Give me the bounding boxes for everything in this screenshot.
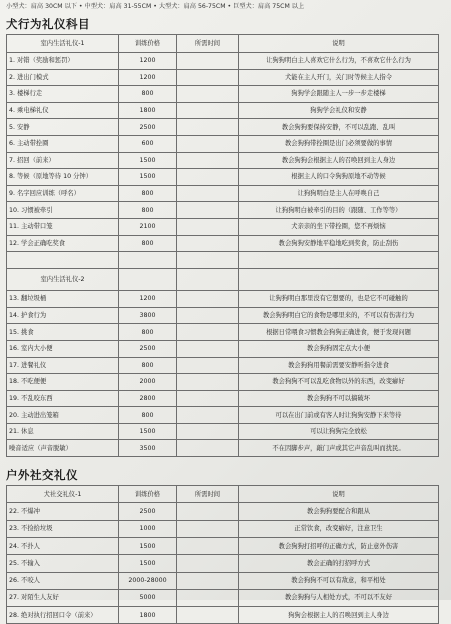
course-price: 2000	[119, 374, 177, 391]
course-name: 8. 等候（原地等待 10 分钟）	[7, 169, 119, 186]
course-description: 狗狗学会礼仪和安静	[239, 102, 439, 119]
course-description: 教会狗狗不可以有敌意，和平相处	[239, 572, 439, 589]
course-name: 7. 招回（前来）	[7, 152, 119, 169]
course-time	[177, 324, 239, 341]
header-description: 说明	[239, 486, 439, 503]
subheader-description	[239, 269, 439, 291]
course-name: 12. 学会正确吃奖食	[7, 235, 119, 252]
table-row	[7, 218, 439, 235]
table-row	[7, 572, 439, 589]
course-price: 800	[119, 185, 177, 202]
course-name: 24. 不扑人	[7, 537, 119, 554]
course-price: 800	[119, 407, 177, 424]
course-time	[177, 555, 239, 572]
course-price: 1500	[119, 423, 177, 440]
course-time	[177, 218, 239, 235]
course-name: 10. 习惯被牵引	[7, 202, 119, 219]
course-description: 教会狗狗要保持安静，不可以乱跑、乱叫	[239, 119, 439, 136]
indoor-etiquette-table	[6, 34, 439, 457]
course-name: 4. 乘电梯礼仪	[7, 102, 119, 119]
table-row	[7, 357, 439, 374]
course-price: 2800	[119, 390, 177, 407]
course-description: 让狗狗明白是主人在呼唤自己	[239, 185, 439, 202]
course-name: 噪音适应（声音脱敏）	[7, 440, 119, 457]
course-description: 教会狗狗不可以乱吃食物以外的东西，改变癖好	[239, 374, 439, 391]
course-time	[177, 423, 239, 440]
course-name: 19. 不乱咬东西	[7, 390, 119, 407]
table-row	[7, 537, 439, 554]
course-name: 6. 主动带拴圈	[7, 135, 119, 152]
course-name: 15. 挑食	[7, 324, 119, 341]
course-price: 1800	[119, 102, 177, 119]
course-name: 22. 不爆冲	[7, 503, 119, 520]
course-description: 根据主人的口令狗狗原地不动等候	[239, 169, 439, 186]
course-time	[177, 374, 239, 391]
course-price: 800	[119, 235, 177, 252]
course-name: 5. 安静	[7, 119, 119, 136]
table-row	[7, 589, 439, 606]
course-time	[177, 440, 239, 457]
course-time	[177, 520, 239, 537]
header-time: 所需时间	[177, 35, 239, 53]
course-description: 教会狗狗要配合和跟从	[239, 503, 439, 520]
table-row	[7, 102, 439, 119]
table-row	[7, 555, 439, 572]
table-row	[7, 152, 439, 169]
course-time	[177, 86, 239, 103]
table-row	[7, 119, 439, 136]
course-time	[177, 202, 239, 219]
table-row	[7, 185, 439, 202]
course-time	[177, 503, 239, 520]
course-name: 1. 对错（奖励和惩罚）	[7, 53, 119, 70]
course-price: 1500	[119, 537, 177, 554]
course-name: 2. 进出门模式	[7, 69, 119, 86]
course-name: 11. 主动带口笼	[7, 218, 119, 235]
table-row	[7, 440, 439, 457]
table-header-row	[7, 486, 439, 503]
table-row	[7, 324, 439, 341]
course-name: 17. 进餐礼仪	[7, 357, 119, 374]
size-classification-note: 小型犬：肩高 30CM 以下 • 中型犬：肩高 31-55CM • 大型犬：肩高 56-75CM • 巨型犬：肩高 75CM 以上	[6, 3, 305, 10]
course-time	[177, 119, 239, 136]
course-description: 教会狗狗不可以搞破坏	[239, 390, 439, 407]
course-description: 教会狗狗安静地平稳地吃到奖食，防止刮伤	[239, 235, 439, 252]
course-description: 狗狗会根据主人的召唤回到主人身边	[239, 607, 439, 624]
table-row	[7, 291, 439, 308]
header-price: 训练价格	[119, 486, 177, 503]
header-course: 室内生活礼仪-1	[7, 35, 119, 53]
course-price: 1500	[119, 169, 177, 186]
subheader-time	[177, 269, 239, 291]
course-time	[177, 235, 239, 252]
course-price: 800	[119, 86, 177, 103]
table-row	[7, 423, 439, 440]
course-price: 1000	[119, 520, 177, 537]
table-row	[7, 135, 439, 152]
course-name: 28. 绝对执行招回口令（前来）	[7, 607, 119, 624]
course-time	[177, 69, 239, 86]
course-price: 5000	[119, 589, 177, 606]
course-description: 教会狗狗会根据主人的召唤回到主人身边	[239, 152, 439, 169]
course-time	[177, 102, 239, 119]
header-time: 所需时间	[177, 486, 239, 503]
section-title-behavior: 犬行为礼仪科目	[6, 17, 90, 31]
course-description: 不在因脚步声，敲门声或其它声音乱叫而扰民。	[239, 440, 439, 457]
course-price: 1200	[119, 53, 177, 70]
course-time	[177, 390, 239, 407]
course-price: 2500	[119, 503, 177, 520]
course-name: 3. 楼梯行走	[7, 86, 119, 103]
course-price: 2500	[119, 340, 177, 357]
table-row	[7, 390, 439, 407]
course-name: 27. 对陌生人友好	[7, 589, 119, 606]
table-row	[7, 53, 439, 70]
course-description: 教会狗狗带拴圈是出门必须要做的事情	[239, 135, 439, 152]
course-name: 9. 名字回应训练（呼名）	[7, 185, 119, 202]
course-name: 25. 不输入	[7, 555, 119, 572]
table-row	[7, 407, 439, 424]
header-price: 训练价格	[119, 35, 177, 53]
course-description: 犬亲亲的坐下带拴圈，您不再烦恼	[239, 218, 439, 235]
course-name: 20. 主动进出笼箱	[7, 407, 119, 424]
course-description: 教会狗狗明白它的食物是哪里来的，不可以有伤害行为	[239, 307, 439, 324]
outdoor-etiquette-table	[6, 485, 439, 624]
course-description: 教会正确的打招呼方式	[239, 555, 439, 572]
table-row	[7, 374, 439, 391]
course-name: 13. 翻垃圾桶	[7, 291, 119, 308]
course-price: 2000-28000	[119, 572, 177, 589]
table-header-row	[7, 35, 439, 53]
table-row	[7, 307, 439, 324]
subheader-course: 室内生活礼仪-2	[7, 269, 119, 291]
course-time	[177, 340, 239, 357]
section-title-outdoor: 户外社交礼仪	[6, 468, 78, 483]
course-description: 根据日常喂食习惯教会狗狗正确进食，便于发现问题	[239, 324, 439, 341]
course-time	[177, 572, 239, 589]
course-time	[177, 185, 239, 202]
table-row	[7, 202, 439, 219]
course-description: 犬能在主人开门，关门时等候主人指令	[239, 69, 439, 86]
table-subheader-row	[7, 269, 439, 291]
course-description: 教会狗狗与人相处方式，不可以不友好	[239, 589, 439, 606]
course-name: 18. 不吃便便	[7, 374, 119, 391]
course-price: 600	[119, 135, 177, 152]
header-description: 说明	[239, 35, 439, 53]
course-description: 狗狗学会跟随主人一步一步走楼梯	[239, 86, 439, 103]
course-name: 21. 休息	[7, 423, 119, 440]
table-row	[7, 520, 439, 537]
course-price: 1200	[119, 69, 177, 86]
subheader-price	[119, 269, 177, 291]
course-price: 1800	[119, 607, 177, 624]
course-description: 教会狗狗用餐前需要安静听指令进食	[239, 357, 439, 374]
table-row	[7, 252, 439, 269]
course-time	[177, 607, 239, 624]
course-price: 1500	[119, 152, 177, 169]
course-description: 让狗狗明白被牵引的目的（跟随、工作等等）	[239, 202, 439, 219]
course-time	[177, 291, 239, 308]
course-name: 26. 不咬人	[7, 572, 119, 589]
course-description: 让狗狗明白那里没有它想要的，也是它不可碰触的	[239, 291, 439, 308]
course-time	[177, 135, 239, 152]
course-name: 14. 护食行为	[7, 307, 119, 324]
course-time	[177, 53, 239, 70]
header-course: 犬社交礼仪-1	[7, 486, 119, 503]
course-time	[177, 537, 239, 554]
table-row	[7, 503, 439, 520]
course-time	[177, 589, 239, 606]
table-row	[7, 235, 439, 252]
course-description: 可以让狗狗完全放松	[239, 423, 439, 440]
table-row	[7, 86, 439, 103]
course-price: 2100	[119, 218, 177, 235]
course-description: 教会狗狗固定点大小便	[239, 340, 439, 357]
course-price: 800	[119, 202, 177, 219]
course-price: 1500	[119, 555, 177, 572]
course-price: 3500	[119, 440, 177, 457]
course-price: 2500	[119, 119, 177, 136]
course-description: 让狗狗明白主人喜欢它什么行为，不喜欢它什么行为	[239, 53, 439, 70]
table-row	[7, 169, 439, 186]
course-time	[177, 152, 239, 169]
table-row	[7, 69, 439, 86]
course-time	[177, 307, 239, 324]
course-price: 3800	[119, 307, 177, 324]
course-price: 800	[119, 357, 177, 374]
course-description: 正常饮食，改变癖好，注意卫生	[239, 520, 439, 537]
course-price: 800	[119, 324, 177, 341]
course-name: 23. 不捡拾垃圾	[7, 520, 119, 537]
course-time	[177, 169, 239, 186]
course-time	[177, 407, 239, 424]
course-description: 可以在出门前或有客人时让狗狗安静下来等待	[239, 407, 439, 424]
course-description: 教会狗狗打招呼的正确方式，防止意外伤害	[239, 537, 439, 554]
table-row	[7, 340, 439, 357]
table-row	[7, 607, 439, 624]
course-name: 16. 室内大小便	[7, 340, 119, 357]
course-price: 1200	[119, 291, 177, 308]
course-time	[177, 357, 239, 374]
